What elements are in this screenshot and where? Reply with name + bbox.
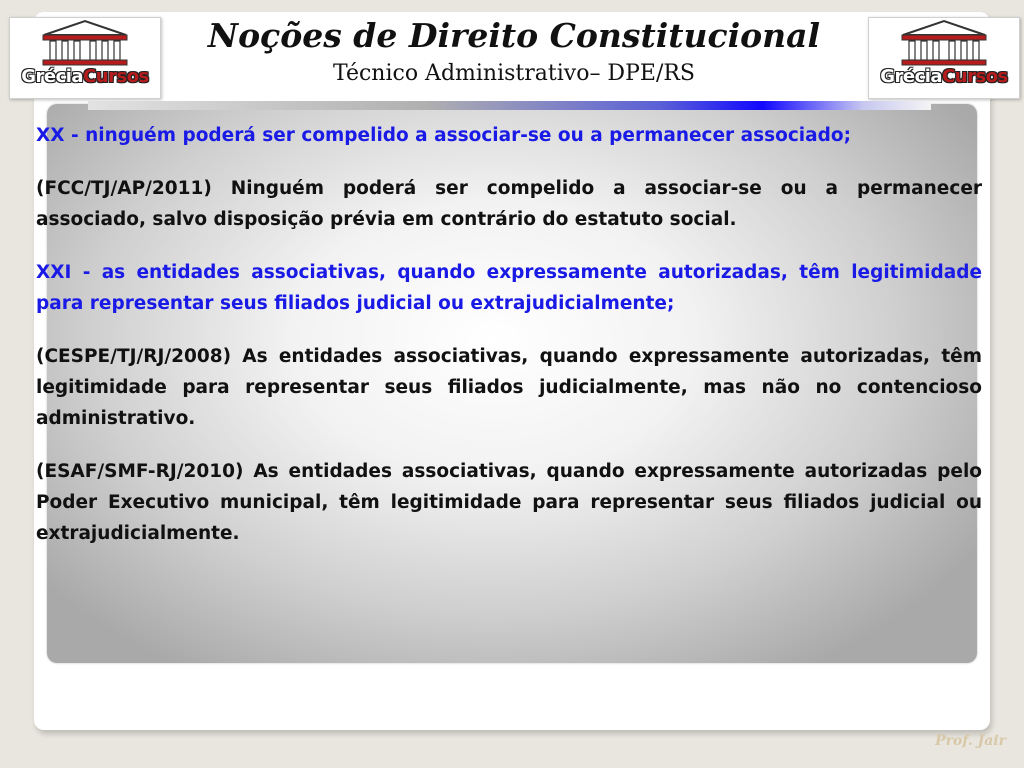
header-divider: [88, 101, 931, 110]
content-text: [36, 120, 982, 571]
logo-text: GréciaCursos: [21, 66, 149, 87]
greek-temple-icon: [869, 18, 1019, 68]
exam-question-fcc: (FCC/TJ/AP/2011) Ninguém poderá ser compelido a associar-se ou a permanecer associado, salvo disposição prévia em contrário do estatuto social.: [36, 178, 982, 230]
logo-left: [9, 17, 161, 99]
exam-question-cespe: (CESPE/TJ/RJ/2008) As entidades associativas, quando expressamente autorizadas, têm legitimidade para representar seus filiados judicialmente, mas não no contencioso administrativo.: [36, 346, 982, 429]
logo-right: [868, 17, 1020, 99]
page-title: Noções de Direito Constitucional: [207, 16, 821, 55]
footer-author: Prof. Jair: [935, 733, 1006, 749]
page-subtitle: Técnico Administrativo– DPE/RS: [332, 61, 695, 86]
logo-text: GréciaCursos: [880, 66, 1008, 87]
greek-temple-icon: [10, 18, 160, 68]
exam-question-esaf: (ESAF/SMF-RJ/2010) As entidades associativas, quando expressamente autorizadas pelo Poder Executivo municipal, têm legitimidade para representar seus filiados judicial ou extrajudicialmente.: [36, 461, 982, 544]
law-clause-xxi: XXI - as entidades associativas, quando expressamente autorizadas, têm legitimidade para representar seus filiados judicial ou extrajudicialmente;: [36, 262, 982, 314]
law-clause-xx: XX - ninguém poderá ser compelido a associar-se ou a permanecer associado;: [36, 125, 851, 146]
